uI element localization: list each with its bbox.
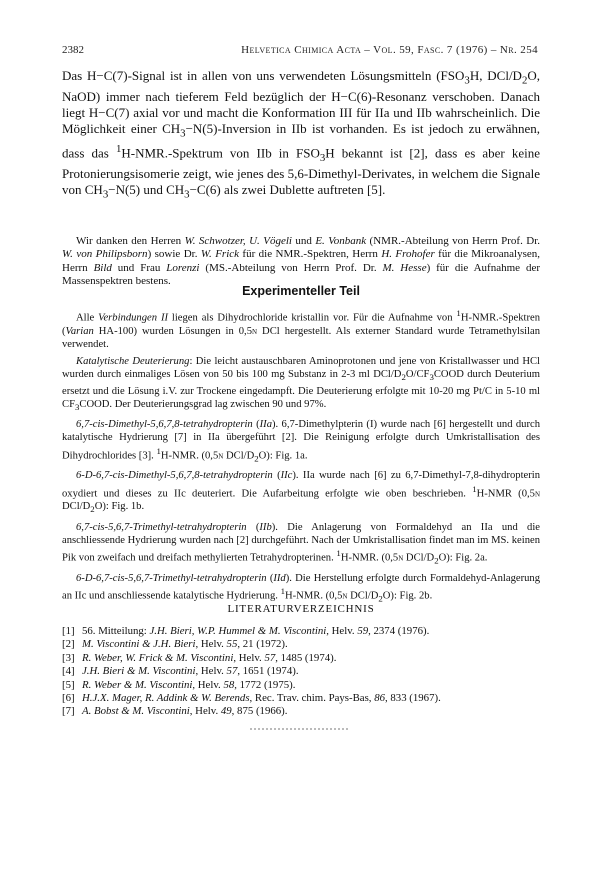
reference-item: [2] M. Viscontini & J.H. Bieri, Helv. 55, 21 (1972). — [62, 638, 288, 651]
reference-item: [6] H.J.X. Mager, R. Addink & W. Berends, Rec. Trav. chim. Pays-Bas, 86, 833 (1967). — [62, 692, 441, 705]
acknowledgement-paragraph: Wir danken den Herren W. Schwotzer, U. Vögeli und E. Vonbank (NMR.-Abteilung von Herrn Prof. Dr. W. von Philipsborn) sowie Dr. W. Frick für die NMR.-Spektren, Herrn H. Frohofer für die Mikroanalysen, Herrn Bild und Frau Lorenzi (MS.-Abteilung von Herrn Prof. Dr. M. Hesse) für die Aufnahme der Massenspektren bestens. — [62, 235, 541, 288]
footer-printer-mark — [250, 728, 350, 730]
compound-IIc-paragraph: 6-D-6,7-cis-Dimethyl-5,6,7,8-tetrahydropterin (IIc). IIa wurde nach [6] zu 6,7-Dimethyl-7,8-dihydropterin oxydiert und dieses zu IIc deuteriert. Die Aufarbeitung erfolgte wie oben beschrieben. $^1$H-NMR (0,5n DCl/$D_2O$): Fig. 1b. — [62, 470, 540, 515]
reference-item: [5] R. Weber & M. Viscontini, Helv. 58, 1772 (1975). — [62, 678, 296, 691]
experimental-intro: Alle Verbindungen II liegen als Dihydrochloride kristallin vor. Für die Aufnahme von $^1$H-NMR.-Spektren (Varian HA-100) wurden Lösungen in 0,5n DCl hergestellt. Als externer Standard wurde Tetramethylsilan verwendet. — [62, 308, 540, 350]
compound-IId-paragraph: 6-D-6,7-cis-5,6,7-Trimethyl-tetrahydropterin (IId). Die Herstellung erfolgte durch Formaldehyd-Anlagerung an IIc und anschliessende katalytische Hydrierung. $^1$H-NMR. (0,5n DCl/$D_2O$): Fig. 2b. — [62, 572, 540, 604]
reference-item: [7] A. Bobst & M. Viscontini, Helv. 49, 875 (1966). — [62, 705, 288, 718]
compound-IIa-paragraph: 6,7-cis-Dimethyl-5,6,7,8-tetrahydropterin (IIa). 6,7-Dimethylpterin (I) wurde nach [6] hergestellt und durch katalytische Hydrierung [7] in IIa übergeführt [2]. Die Reinigung erfolgte durch Umkristallisation des Dihydrochlorides [3]. $^1$H-NMR. (0,5n DCl/$D_2O$): Fig. 1a. — [62, 419, 540, 464]
deuteration-paragraph: Katalytische Deuterierung: Die leicht austauschbaren Aminoprotonen und jene von Kristallwasser und HCl wurden durch einmaliges Lösen von 50 bis 100 mg Substanz in 2-3 ml DCl/$D_2O/CF_3COOD$ durch Deuterium ersetzt und die Lösung i.V. zur Trockene eingedampft. Die Deuterierung erfolgte mit 10-20 mg Pt/C in 5-10 ml $CF_3COOD$. Der Deuterierungsgrad lag zwischen 90 und 97%. — [62, 356, 540, 412]
journal-citation: Helvetica Chimica Acta – Vol. 59, Fasc. 7 (1976) – Nr. 254 — [241, 44, 538, 56]
reference-item: [4] J.H. Bieri & M. Viscontini, Helv. 57, 1651 (1974). — [62, 665, 299, 678]
reference-item: [1] 56. Mitteilung: J.H. Bieri, W.P. Hummel & M. Viscontini, Helv. 59, 2374 (1976). — [62, 625, 430, 637]
experimental-heading: Experimenteller Teil — [242, 284, 360, 298]
reference-item: [3] R. Weber, W. Frick & M. Viscontini, Helv. 57, 1485 (1974). — [62, 651, 337, 664]
running-header — [62, 44, 538, 56]
compound-IIb-paragraph: 6,7-cis-5,6,7-Trimethyl-tetrahydropterin (IIb). Die Anlagerung von Formaldehyd an IIa und die anschliessende Hydrierung wurden nach [2] durchgeführt. Nach der Umkristallisation findet man im MS. keinen Pik von zweifach und dreifach methylierten Tetrahydropterinen. $^1$H-NMR. (0,5n DCl/$D_2O$): Fig. 2a. — [62, 521, 540, 566]
experimental-section — [62, 307, 540, 610]
reference-list — [62, 625, 540, 719]
literature-heading: LITERATURVERZEICHNIS — [227, 603, 375, 615]
results-paragraph: Das H−C(7)-Signal ist in allen von uns verwendeten Lösungsmitteln ($FSO_3H$, DCl/$D_2O$, NaOD) immer nach tieferem Feld bezüglich der H−C(6)-Resonanz verschoben. Danach liegt H−C(7) axial vor und macht die Konformation III für IIa und IIb wahrscheinlich. Die Möglichkeit einer $CH_3-N(5)$-Inversion in IIb ist vorhanden. Es ist jedoch zu erwähnen, dass das $^1$H-NMR.-Spektrum von IIb in $FSO_3H$ bekannt ist [2], dass es aber keine Protonierungsisomerie zeigt, wie jenes des 5,6-Dimethyl-Derivates, in welchem die Signale von $CH_3-N(5)$ und $CH_3-C(6)$ als zwei Dublette auftreten [5]. — [62, 68, 541, 201]
page-number: 2382 — [62, 44, 84, 56]
